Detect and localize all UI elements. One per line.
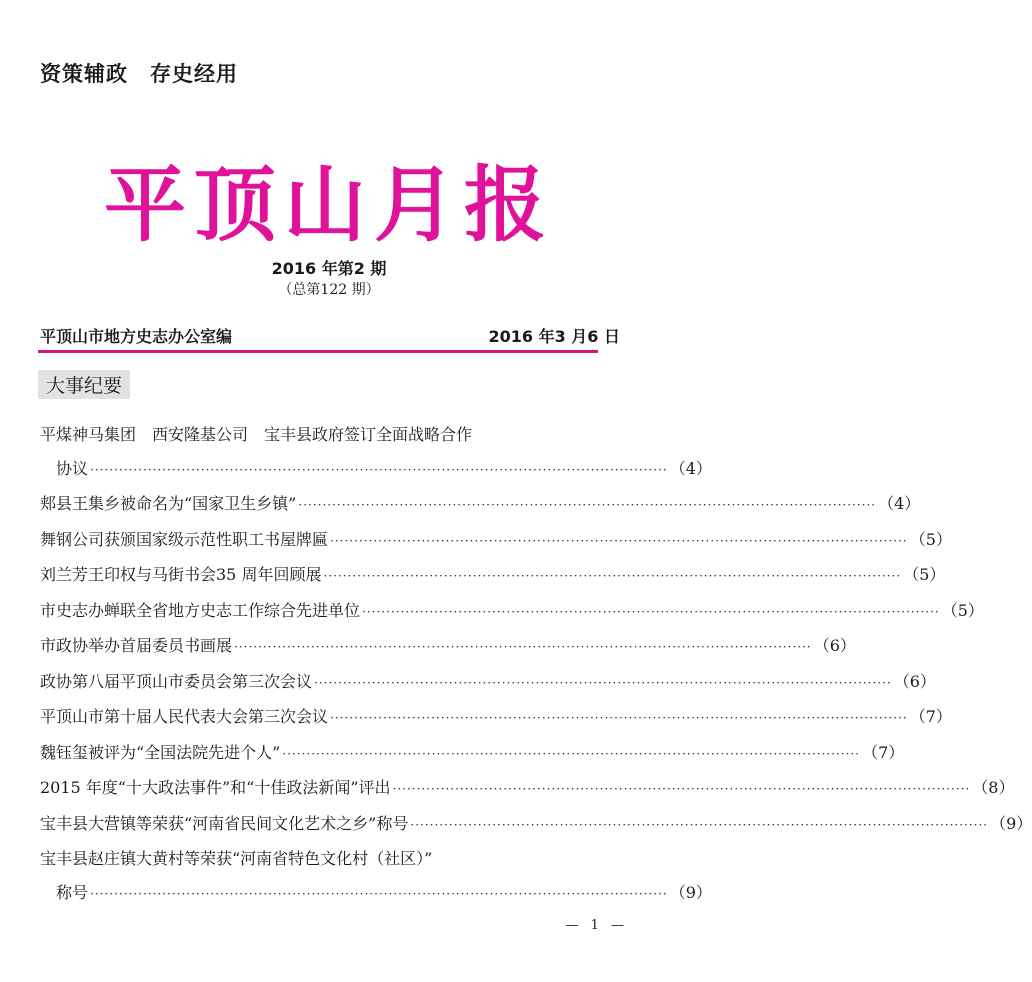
toc-entry[interactable]	[40, 523, 952, 559]
toc-leader-dots: ························································································································	[330, 533, 908, 548]
toc-entry-title: 平煤神马集团 西安隆基公司 宝丰县政府签订全面战略合作	[40, 425, 473, 444]
toc-leader-dots: ························································································································	[298, 498, 877, 512]
toc-entry-title: 舞钢公司获颁国家级示范性职工书屋牌匾	[40, 529, 329, 549]
toc-entry-title: 宝丰县赵庄镇大黄村等荣获“河南省特色文化村（社区）”	[40, 849, 433, 868]
toc-entry[interactable]	[40, 771, 1015, 807]
toc-leader-dots: ························································································································	[234, 640, 812, 654]
toc-entry-page: （8）	[972, 778, 1015, 797]
toc-entry-page: （9）	[990, 813, 1032, 833]
toc-leader-dots: ························································································································	[90, 462, 668, 477]
toc-entry-page: （4）	[878, 494, 921, 513]
toc-entry[interactable]	[40, 629, 856, 665]
toc-entry[interactable]	[40, 807, 1032, 843]
section-title: 大事纪要	[38, 370, 130, 399]
toc-entry-page: （4）	[669, 458, 712, 478]
toc-entry-title: 市史志办蝉联全省地方史志工作综合先进单位	[40, 600, 361, 620]
toc-entry-title: 平顶山市第十届人民代表大会第三次会议	[40, 707, 329, 726]
toc-entry-page: （7）	[862, 742, 905, 762]
toc-entry-title: 协议	[56, 458, 89, 478]
toc-entry[interactable]	[40, 558, 946, 594]
toc-entry[interactable]	[40, 842, 712, 911]
toc-entry-title: 宝丰县大营镇等荣获“河南省民间文化艺术之乡”称号	[40, 813, 409, 833]
toc-entry[interactable]	[40, 665, 936, 701]
toc-entry-page: （5）	[909, 529, 952, 549]
toc-entry-page: （5）	[941, 600, 984, 620]
toc-entry[interactable]	[40, 418, 712, 487]
publication-date: 2016 年3 月6 日	[488, 327, 620, 346]
toc-leader-dots: ························································································································	[330, 711, 908, 725]
toc-leader-dots: ························································································································	[314, 675, 892, 690]
toc-entry-title: 郏县王集乡被命名为“国家卫生乡镇”	[40, 494, 297, 513]
toc-entry-page: （6）	[893, 671, 936, 691]
toc-entry-page: （6）	[813, 636, 856, 655]
toc-entry-title: 市政协举办首届委员书画展	[40, 636, 233, 655]
toc-leader-dots: ························································································································	[362, 604, 940, 619]
masthead-title: 平顶山月报	[103, 157, 554, 253]
toc-entry-title: 2015 年度“十大政法事件”和“十佳政法新闻”评出	[40, 778, 391, 797]
toc-leader-dots: ························································································································	[323, 569, 902, 583]
toc-entry[interactable]	[40, 594, 984, 630]
header-divider	[38, 350, 598, 353]
issue-number: 2016 年第2 期	[271, 259, 387, 278]
toc-entry-page: （5）	[903, 565, 946, 584]
toc-entry-title: 刘兰芳王印权与马街书会35 周年回顾展	[40, 565, 322, 584]
toc-leader-dots: ························································································································	[410, 817, 989, 832]
toc-leader-dots: ························································································································	[90, 886, 668, 901]
toc-entry[interactable]	[40, 736, 905, 772]
toc-entry[interactable]	[40, 487, 921, 523]
table-of-contents	[40, 418, 1032, 911]
toc-entry-title: 称号	[56, 882, 89, 902]
toc-entry-title: 魏钰玺被评为“全国法院先进个人”	[40, 742, 281, 762]
editor-line: 平顶山市地方史志办公室编	[40, 327, 233, 346]
toc-entry-title: 政协第八届平顶山市委员会第三次会议	[40, 671, 313, 691]
toc-entry-page: （7）	[909, 707, 952, 726]
toc-entry-page: （9）	[669, 882, 712, 902]
toc-entry[interactable]	[40, 700, 952, 736]
motto: 资策辅政 存史经用	[40, 61, 238, 86]
total-issue-number: （总第122 期）	[278, 282, 380, 298]
page-number: — 1 —	[565, 918, 628, 933]
toc-leader-dots: ························································································································	[282, 746, 861, 761]
toc-leader-dots: ························································································································	[392, 782, 971, 796]
